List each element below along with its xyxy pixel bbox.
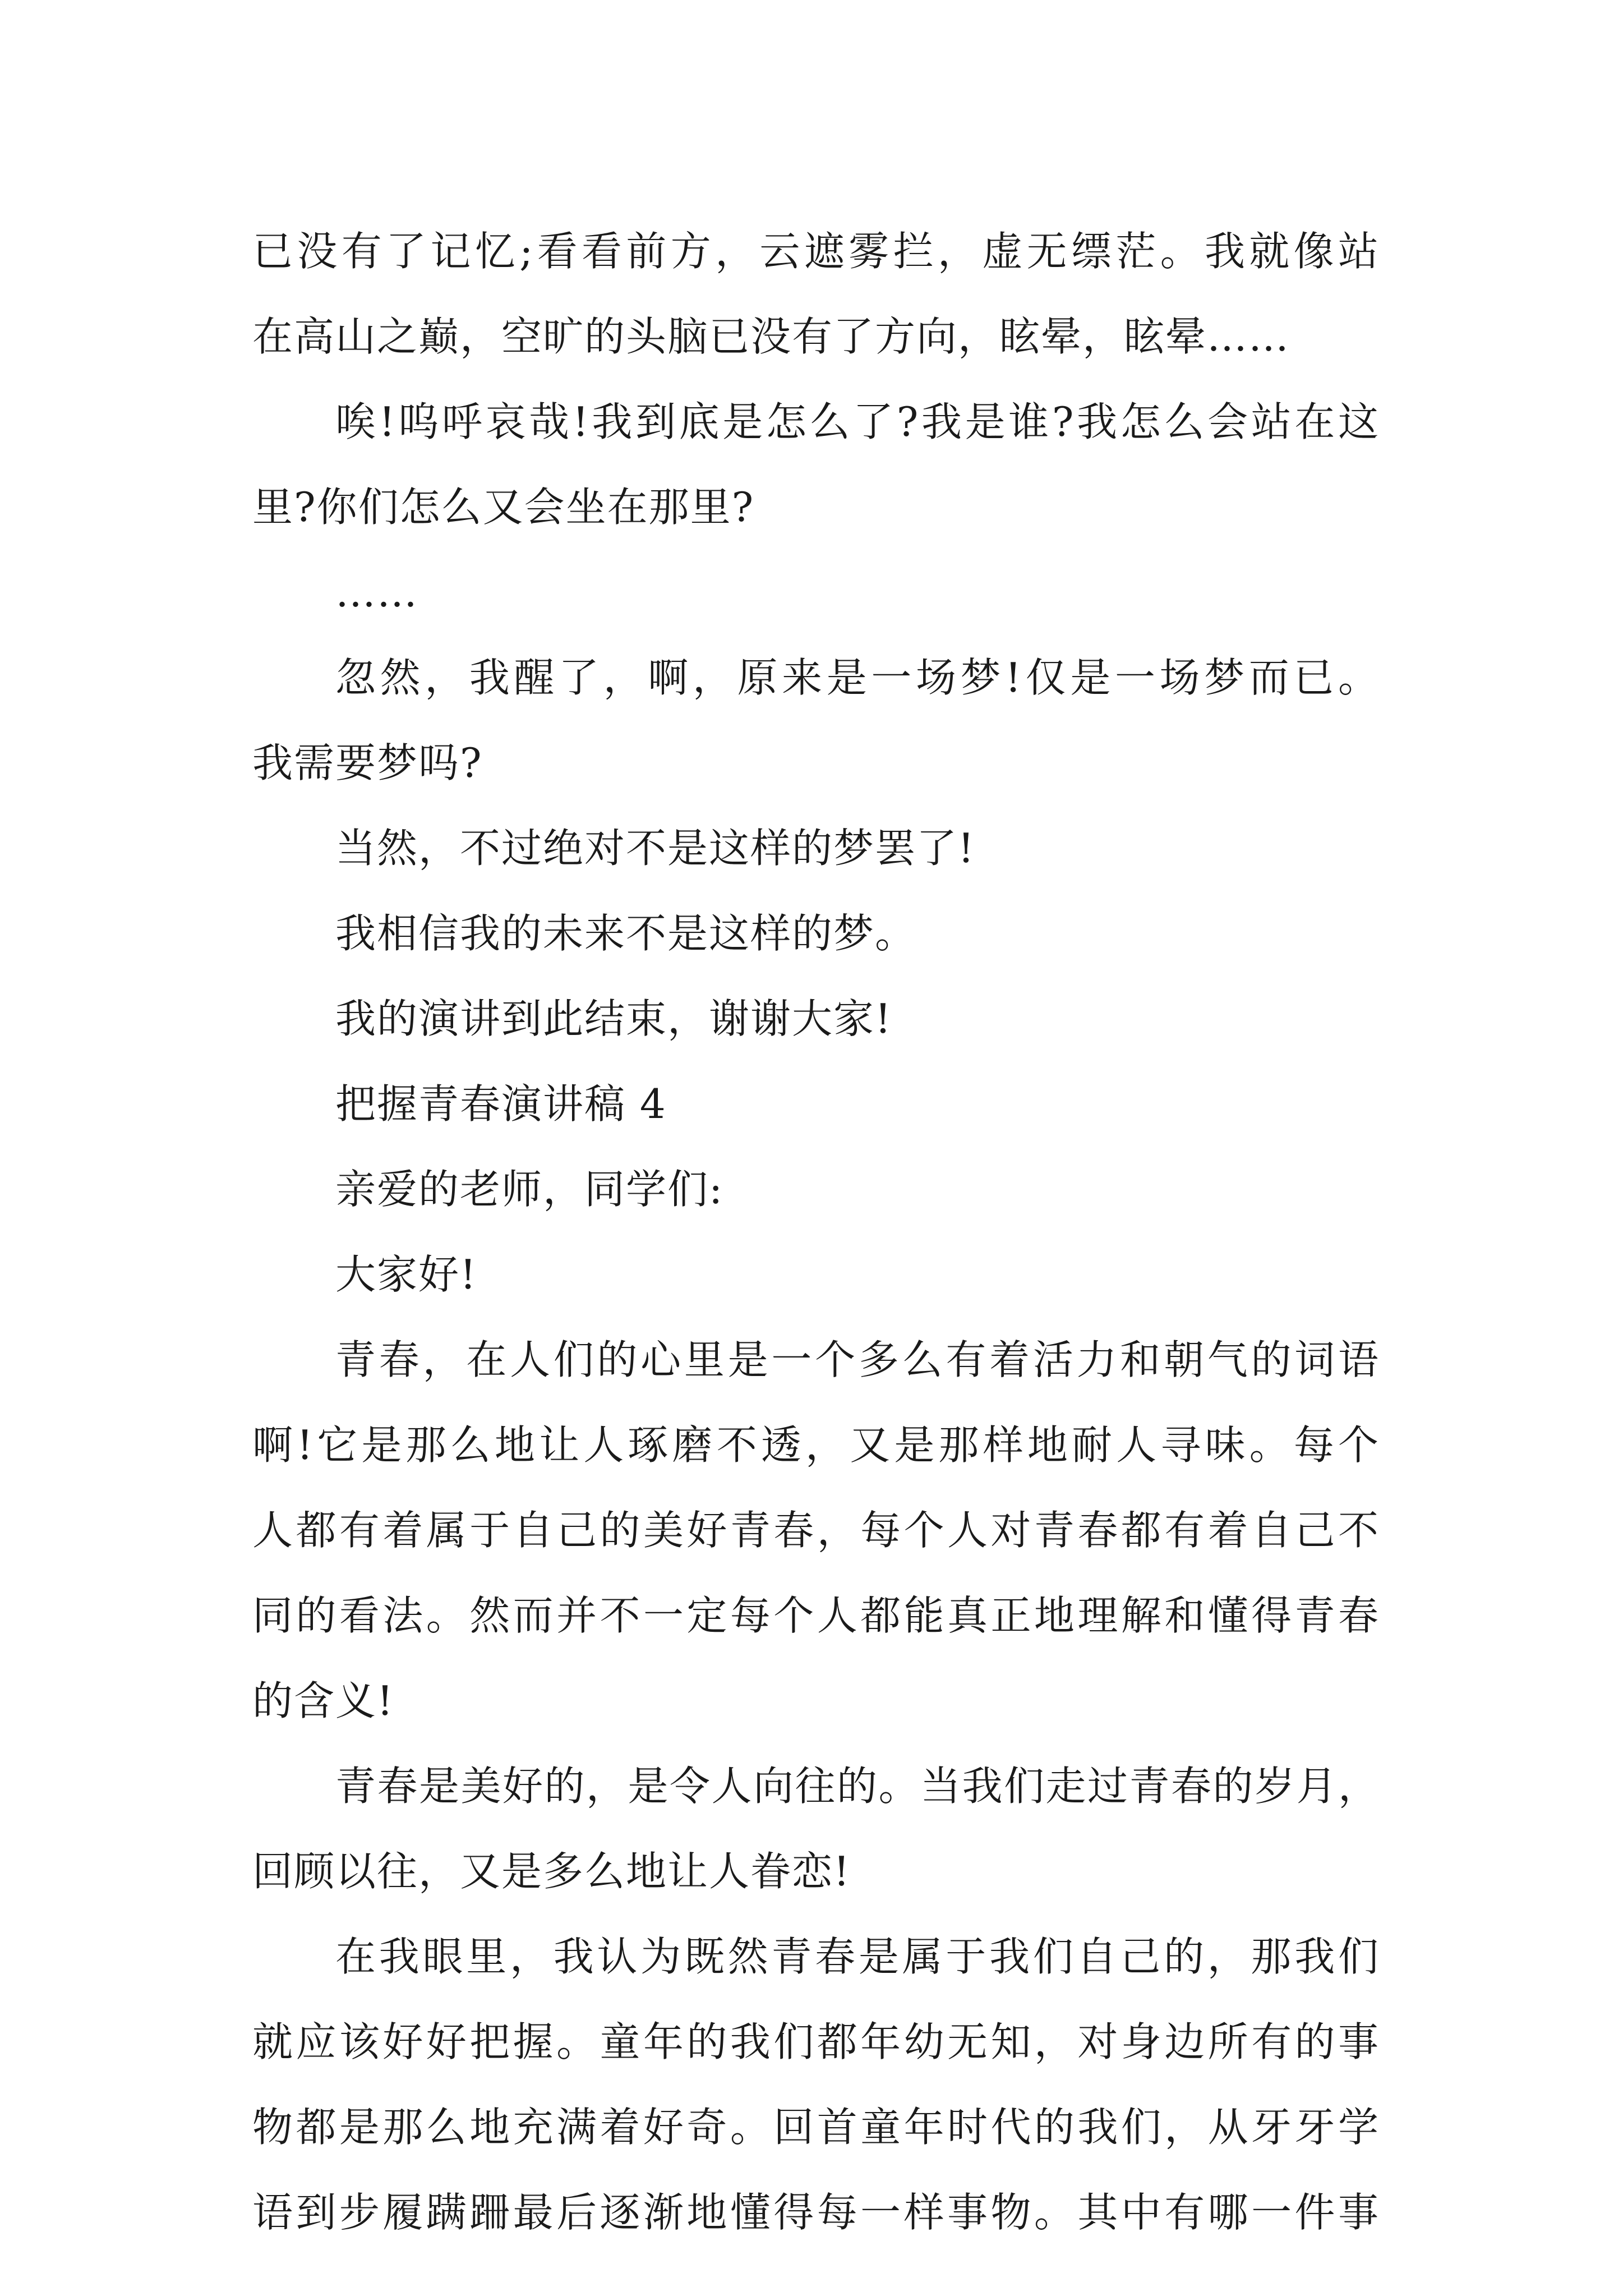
text-line: 在我眼里，我认为既然青春是属于我们自己的，那我们 [335,1933,1380,1980]
text-line: 青春是美好的，是令人向往的。当我们走过青春的岁月， [335,1763,1380,1810]
text-line: 的含义! [252,1677,394,1724]
document-body [252,209,1380,2255]
text-line: 回顾以往，又是多么地让人眷恋! [252,1848,851,1895]
text-line: 忽然，我醒了，啊，原来是一场梦!仅是一场梦而已。 [335,654,1380,701]
text-line: 当然，不过绝对不是这样的梦罢了! [335,825,975,872]
text-line: 已没有了记忆;看看前方，云遮雾拦，虚无缥茫。我就像站 [252,228,1380,275]
text-line: 语到步履蹒跚最后逐渐地懂得每一样事物。其中有哪一件事 [252,2189,1380,2236]
text-line: 我需要梦吗? [252,739,483,786]
text-line: 啊!它是那么地让人琢磨不透，又是那样地耐人寻味。每个 [252,1421,1380,1469]
text-line: 就应该好好把握。童年的我们都年幼无知，对身边所有的事 [252,2018,1380,2065]
text-line: 人都有着属于自己的美好青春，每个人对青春都有着自己不 [252,1507,1380,1554]
text-line: 在高山之巅，空旷的头脑已没有了方向，眩晕，眩晕…… [252,313,1290,360]
text-line: 同的看法。然而并不一定每个人都能真正地理解和懂得青春 [252,1592,1380,1639]
text-line: 物都是那么地充满着好奇。回首童年时代的我们，从牙牙学 [252,2104,1380,2151]
salutation: 亲爱的老师，同学们: [335,1166,724,1213]
section-heading: 把握青春演讲稿 4 [335,1080,667,1128]
text-line: 我的演讲到此结束，谢谢大家! [335,995,892,1042]
text-line: 我相信我的未来不是这样的梦。 [335,910,917,957]
greeting: 大家好! [335,1251,477,1298]
text-line: 唉!呜呼哀哉!我到底是怎么了?我是谁?我怎么会站在这 [335,398,1380,445]
text-line: …… [335,569,418,616]
text-line: 里?你们怎么又会坐在那里? [252,484,755,531]
text-line: 青春，在人们的心里是一个多么有着活力和朝气的词语 [335,1336,1380,1383]
